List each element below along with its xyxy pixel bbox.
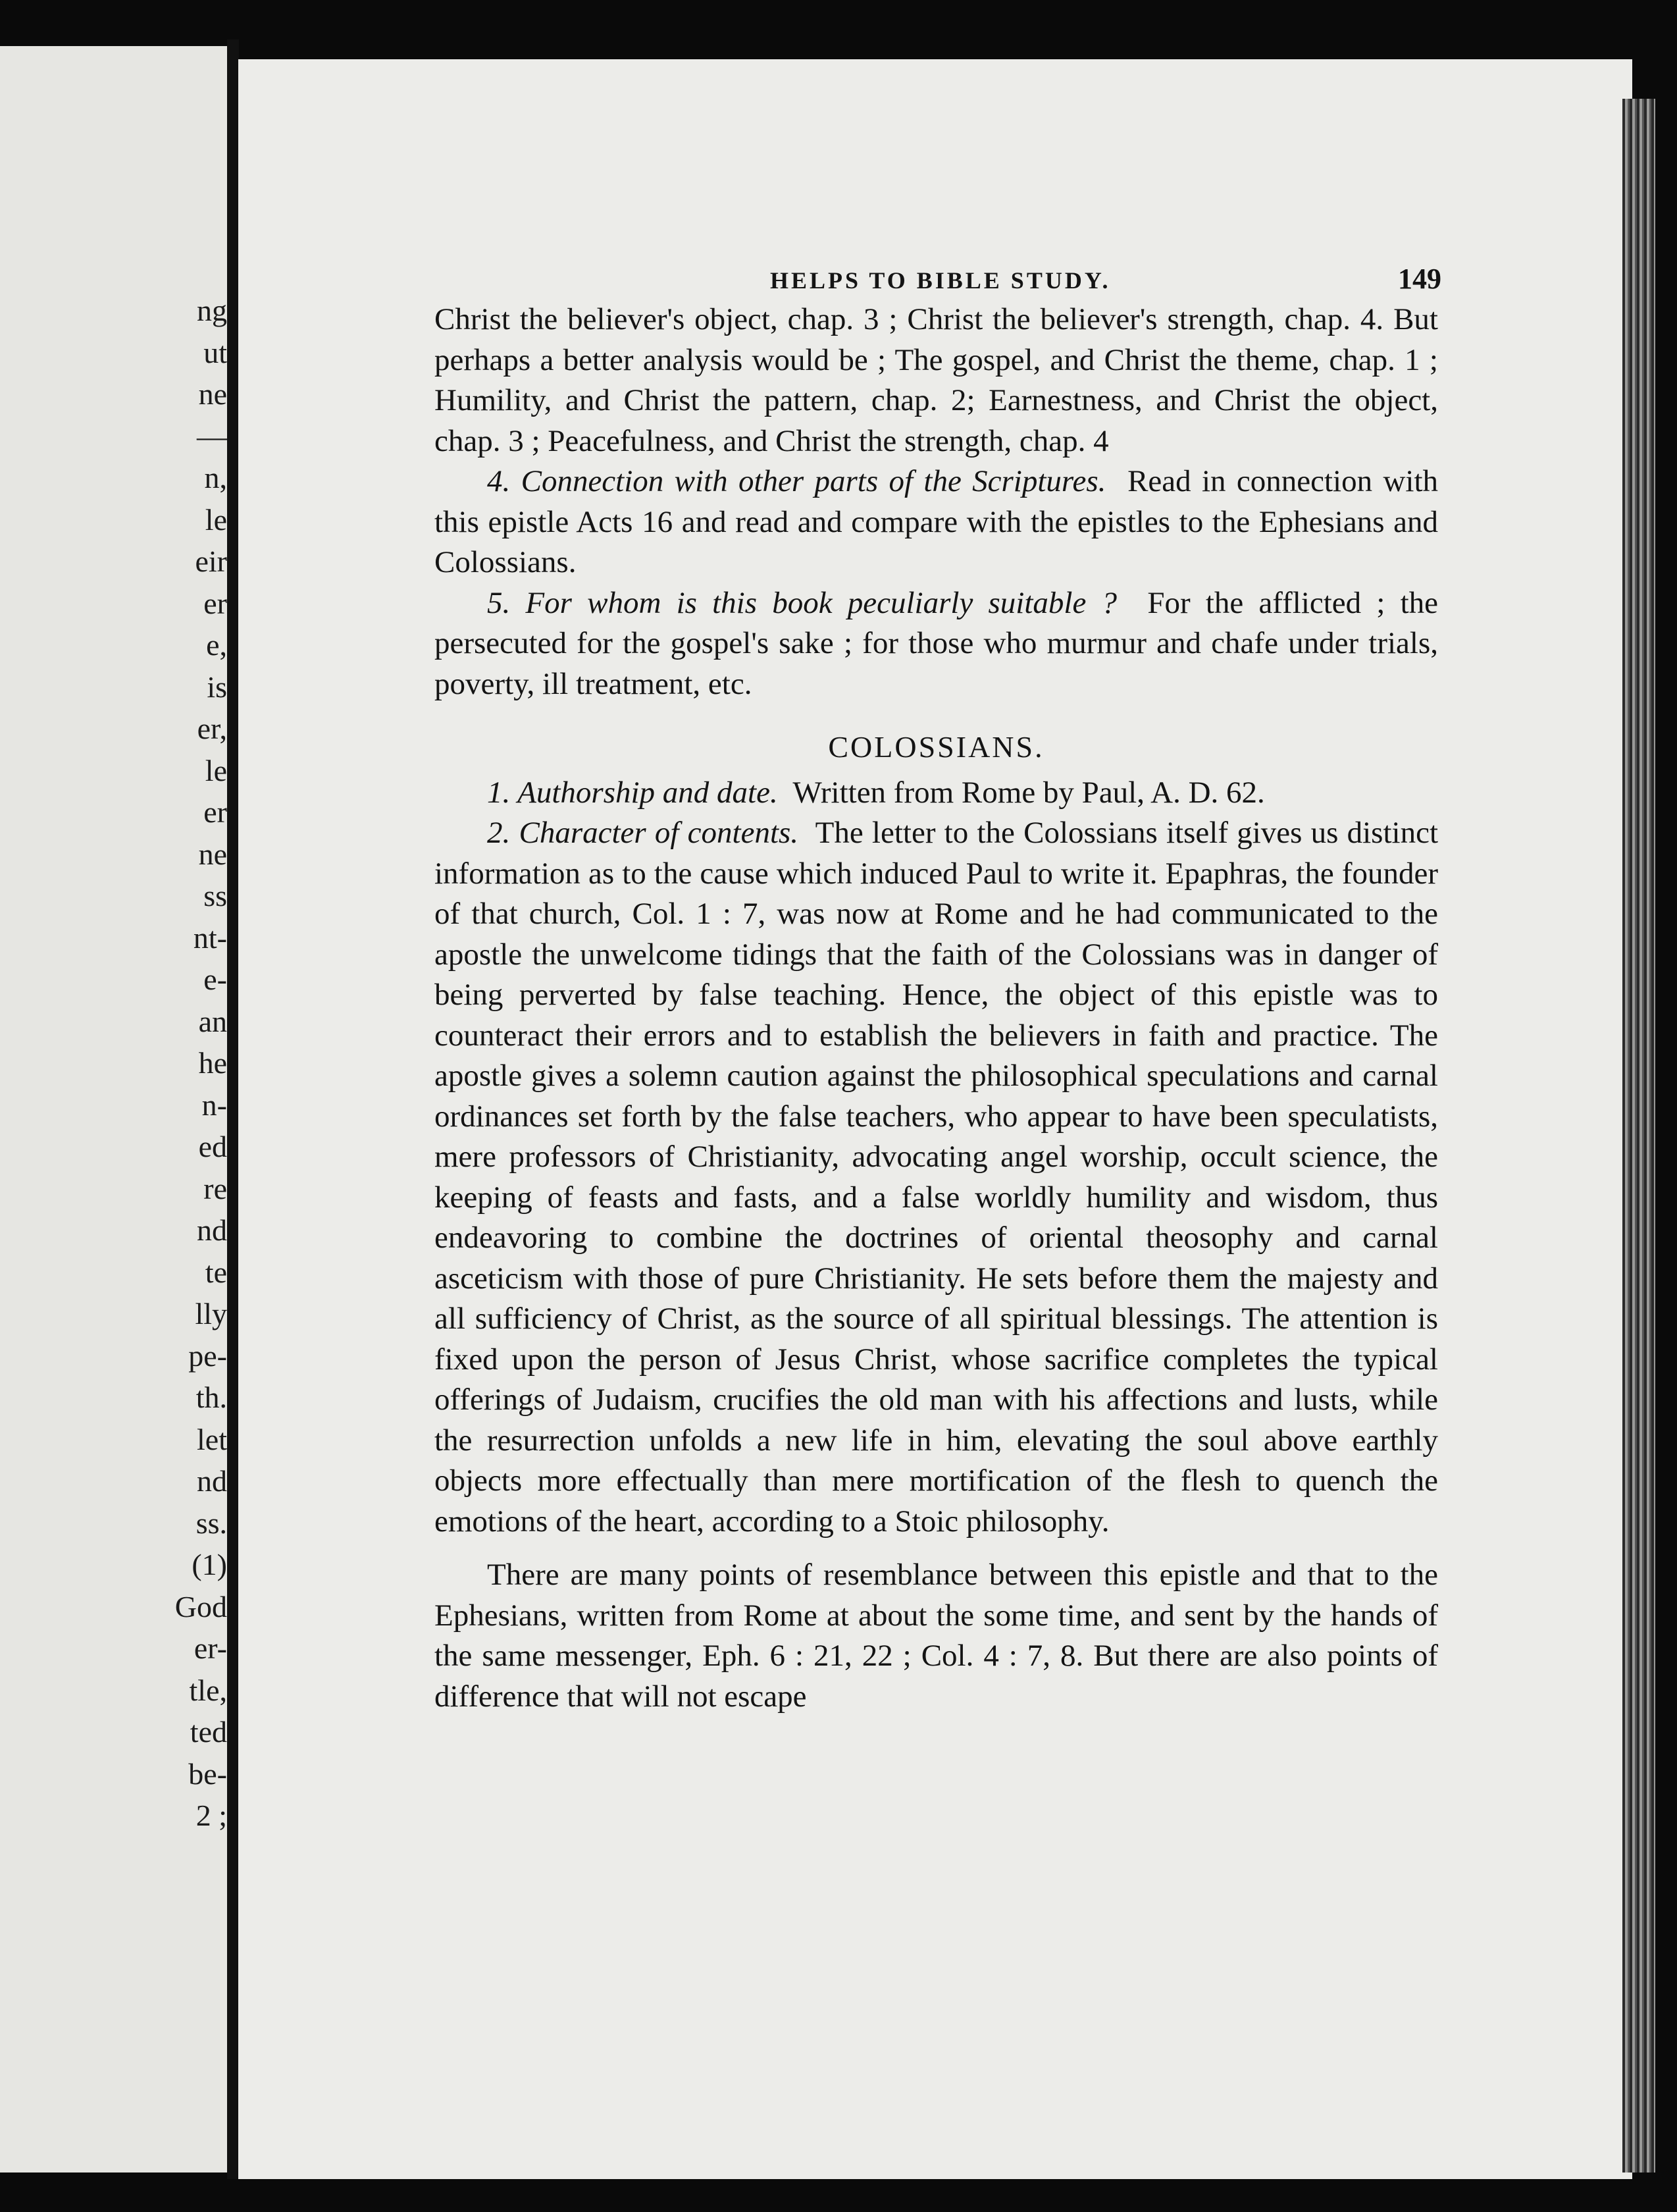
left-fragment-line: er- [194, 1631, 227, 1665]
left-page-text-fragments [148, 290, 227, 1837]
authorship-label: 1. Authorship and date. [487, 775, 778, 810]
left-fragment-line: nt- [193, 920, 227, 955]
left-fragment-line: eir [195, 544, 227, 578]
section-heading: COLOSSIANS. [828, 730, 1045, 764]
left-fragment-line: le [205, 502, 227, 537]
left-fragment-line: er [203, 795, 227, 829]
character-label: 2. Character of contents. [487, 816, 799, 850]
left-fragment-line: e, [206, 628, 227, 662]
left-fragment-line: ss. [195, 1506, 227, 1540]
suitable-text: For the afflicted ; the persecuted for the gospel's sake ; for those who murmur and chafe under trials, poverty, ill treatment, etc. [434, 585, 1439, 701]
authorship-text: Written from Rome by Paul, A. D. 62. [792, 775, 1265, 810]
paragraph-suitable [434, 583, 1438, 705]
left-fragment-line: ted [190, 1715, 227, 1749]
left-fragment-line: e- [203, 962, 227, 996]
connection-label: 4. Connection with other parts of the Scriptures. [487, 464, 1106, 498]
paragraph-character [434, 813, 1438, 1542]
left-fragment-line: ng [197, 294, 227, 327]
left-fragment-line: ed [198, 1130, 227, 1163]
left-fragment-line: let [197, 1422, 227, 1456]
left-fragment-line: pe- [188, 1338, 227, 1373]
left-fragment-line: n- [201, 1088, 227, 1122]
left-fragment-line: re [203, 1171, 227, 1205]
left-fragment-line: le [205, 753, 227, 787]
book-gutter [227, 40, 239, 2179]
connection-text: Read in connection with this epistle Acts 16 and read and compare with the epistles to the Ephesians and Colossians. [434, 464, 1439, 579]
page-body [434, 300, 1438, 1717]
running-header [770, 262, 1441, 296]
page-number: 149 [1398, 263, 1441, 295]
left-fragment-line: be- [188, 1756, 227, 1791]
left-fragment-line: 2 ; [195, 1799, 227, 1832]
left-fragment-line: er [203, 586, 227, 620]
left-fragment-line: ne [198, 837, 227, 871]
left-fragment-line: — [197, 419, 227, 453]
paragraph-resemblance: There are many points of resemblance between this epistle and that to the Ephesians, written from Rome at about the some time, and sent by the hands of the same messenger, Eph. 6 : 21, 22 ; Col. 4 : 7, 8. But there are also points of difference that will not escape [434, 1558, 1438, 1714]
left-fragment-line: is [207, 670, 227, 704]
left-fragment-line: n, [204, 461, 227, 494]
left-fragment-line: te [205, 1255, 227, 1289]
left-fragment-line: th. [195, 1381, 227, 1414]
left-fragment-line: nd [197, 1213, 227, 1247]
left-fragment-line: er, [197, 712, 227, 745]
left-fragment-line: (1) [192, 1548, 227, 1581]
running-title: HELPS TO BIBLE STUDY. [770, 267, 1111, 294]
suitable-label: 5. For whom is this book peculiarly suitable ? [487, 585, 1117, 620]
left-fragment-line: ss [203, 879, 227, 912]
left-fragment-line: lly [195, 1297, 227, 1330]
left-fragment-line: he [198, 1046, 227, 1080]
paragraph-connection [434, 461, 1438, 583]
page-edges [1622, 99, 1655, 2172]
left-fragment-line: ut [203, 335, 227, 369]
left-fragment-line: nd [197, 1464, 227, 1498]
paragraph-authorship [434, 773, 1438, 814]
left-page [0, 46, 227, 2172]
character-text: The letter to the Colossians itself gives us distinct information as to the cause which induced Paul to write it. Epaphras, the founder of that church, Col. 1 : 7, was now at Rome and he had communicated to the apostle the unwelcome tidings that the faith of the Colossians was in danger of being perverted by false teaching. Hence, the object of this epistle was to counteract their errors and to establish the believers in faith and practice. The apostle gives a solemn caution against the philosophical speculations and carnal ordinances set forth by the false teachers, who appear to have been speculatists, mere professors of Christianity, advocating angel worship, occult science, the keeping of feasts and fasts, and a false worldly humility and wisdom, thus endeavoring to combine the doctrines of oriental theosophy and carnal asceticism with those of pure Christianity. He sets before them the majesty and all sufficiency of Christ, as the source of all spiritual blessings. The attention is fixed upon the person of Jesus Christ, whose sacrifice completes the typical offerings of Judaism, crucifies the old man with his affections and lusts, while the resurrection unfolds a new life in him, elevating the soul above earthly objects more effectually than mere mortification of the flesh to quench the emotions of the heart, according to a Stoic philosophy. [434, 816, 1439, 1539]
left-fragment-line: tle, [189, 1673, 227, 1707]
left-fragment-line: ne [198, 377, 227, 411]
left-fragment-line: an [198, 1004, 227, 1038]
left-fragment-line: God [174, 1589, 227, 1623]
paragraph-analysis: Christ the believer's object, chap. 3 ; Christ the believer's strength, chap. 4. But perhaps a better analysis would be ; The gospel, and Christ the theme, chap. 1 ; Humility, and Christ the pattern, chap. 2; Earnestness, and Christ the object, chap. 3 ; Peacefulness, and Christ the strength, chap. 4 [434, 302, 1438, 458]
